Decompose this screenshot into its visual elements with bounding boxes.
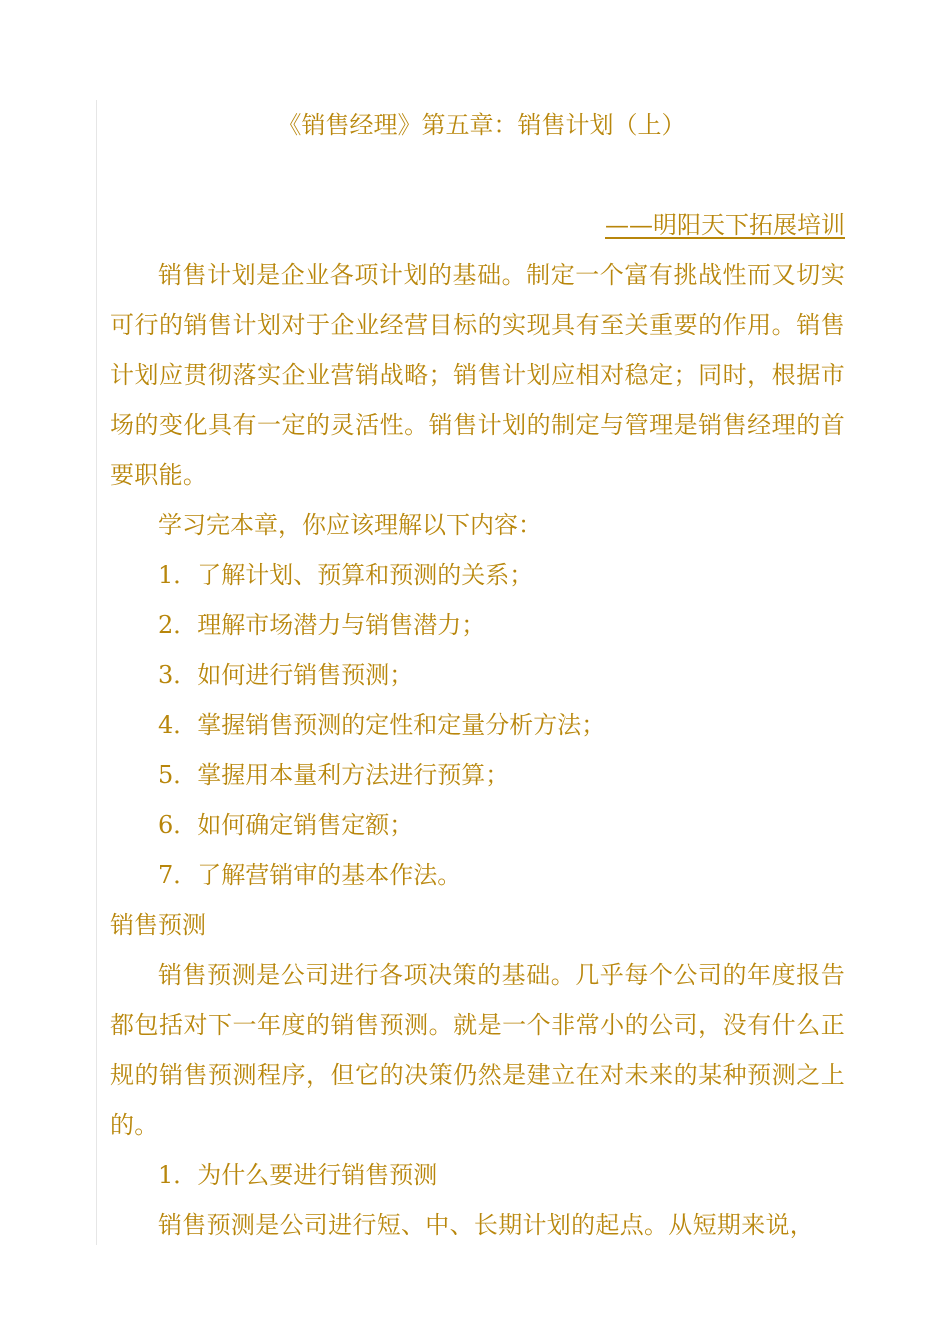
document-byline: ——明阳天下拓展培训 [605, 211, 845, 239]
objective-item: 7．了解营销审的基本作法。 [158, 861, 462, 889]
objective-item: 1．了解计划、预算和预测的关系； [158, 561, 534, 589]
section-heading: 销售预测 [110, 911, 206, 939]
page-margin-line [96, 100, 97, 1245]
objective-item: 4．掌握销售预测的定性和定量分析方法； [158, 711, 606, 739]
objective-item: 5．掌握用本量利方法进行预算； [158, 761, 510, 789]
intro-paragraph: 销售计划是企业各项计划的基础。制定一个富有挑战性而又切实可行的销售计划对于企业经营目标的实现具有至关重要的作用。销售计划应贯彻落实企业营销战略；销售计划应相对稳定；同时，根据市场的变化具有一定的灵活性。销售计划的制定与管理是销售经理的首要职能。 [110, 261, 845, 489]
objective-item: 3．如何进行销售预测； [158, 661, 414, 689]
objective-item: 6．如何确定销售定额； [158, 811, 414, 839]
document-page [110, 100, 845, 1250]
subsection-paragraph: 销售预测是公司进行短、中、长期计划的起点。从短期来说， [158, 1211, 815, 1239]
objectives-intro: 学习完本章，你应该理解以下内容： [158, 511, 542, 539]
subsection-heading: 1．为什么要进行销售预测 [158, 1161, 438, 1189]
objective-item: 2．理解市场潜力与销售潜力； [158, 611, 486, 639]
document-title: 《销售经理》第五章：销售计划（上） [277, 111, 686, 139]
blank-line [110, 150, 845, 200]
section-paragraph: 销售预测是公司进行各项决策的基础。几乎每个公司的年度报告都包括对下一年度的销售预测。就是一个非常小的公司，没有什么正规的销售预测程序，但它的决策仍然是建立在对未来的某种预测之上的。 [110, 961, 845, 1139]
